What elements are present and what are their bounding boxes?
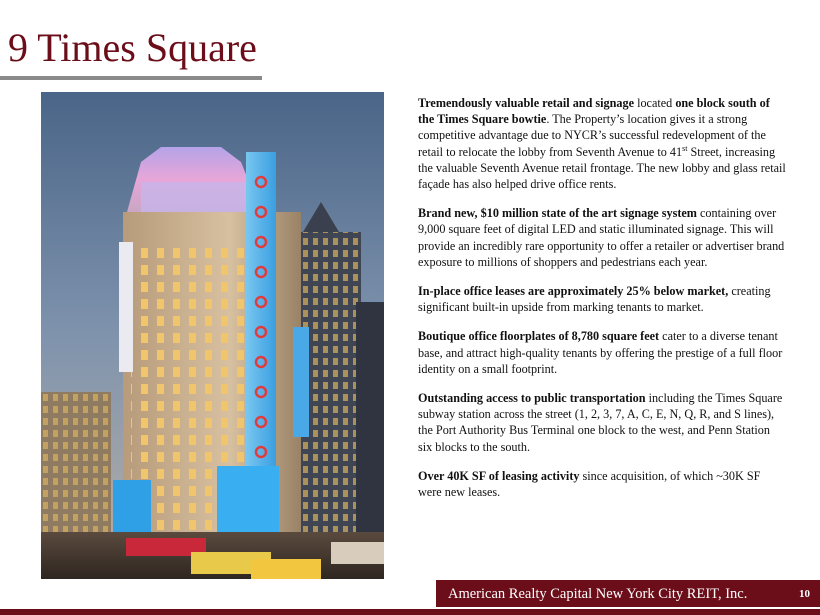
footer-box <box>436 580 820 607</box>
body-text <box>418 95 786 513</box>
ordinal-suffix: st <box>682 143 688 153</box>
paragraph-text: since acquisition, of which ~30K SF were new leases. <box>418 468 761 500</box>
paragraph-signage-system <box>418 205 786 270</box>
bold-lead: Outstanding access to public transportation <box>418 391 646 406</box>
slide-title: 9 Times Square <box>8 25 257 70</box>
paragraph-text: located <box>634 96 676 110</box>
paragraph-text: creating significant built-in upside from marking tenants to market. <box>418 284 771 315</box>
paragraph-office-leases <box>418 283 786 315</box>
bold-lead: In-place office leases are approximately 25% below market, <box>418 284 729 299</box>
paragraph-text: . The Property’s location gives it a strong competitive advantage due to NYCR’s successful redevelopment of the retail to relocate the lobby from Seventh Avenue to 41 <box>418 112 766 159</box>
bold-lead: Over 40K SF of leasing activity <box>418 468 580 483</box>
paragraph-text: including the Times Square subway station across the street (1, 2, 3, 7, A, C, E, N, Q, R, and S lines), the Port Authority Bus Terminal one block to the west, and Penn Station six blocks to the south. <box>418 391 783 454</box>
bold-lead: Brand new, $10 million state of the art signage system <box>418 206 697 221</box>
paragraph-retail-signage <box>418 95 786 192</box>
footer-company-name: American Realty Capital New York City REIT, Inc. <box>448 586 748 602</box>
paragraph-transportation <box>418 390 786 455</box>
paragraph-text: cater to a diverse tenant base, and attract high-quality tenants by offering the prestige of a full floor identity on a small footprint. <box>418 329 783 376</box>
bold-lead: Tremendously valuable retail and signage <box>418 96 635 110</box>
bold-lead: one block south of the Times Square bowtie <box>418 96 770 127</box>
bold-lead: Boutique office floorplates of 8,780 square feet <box>418 329 660 344</box>
title-underline <box>0 76 262 80</box>
footer-bar <box>0 609 820 615</box>
paragraph-leasing-activity <box>418 468 786 500</box>
page-number: 10 <box>799 588 810 600</box>
paragraph-text: Street, increasing the valuable Seventh Avenue retail frontage. The new lobby and glass retail façade has also helped drive office rents. <box>418 144 786 192</box>
building-photo <box>41 92 384 579</box>
paragraph-floorplates <box>418 328 786 377</box>
paragraph-text: containing over 9,000 square feet of digital LED and static illuminated signage. This will provide an incredibly rare opportunity to offer a retailer or advertiser brand exposure to millions of shoppers and pedestrians each year. <box>418 206 785 269</box>
